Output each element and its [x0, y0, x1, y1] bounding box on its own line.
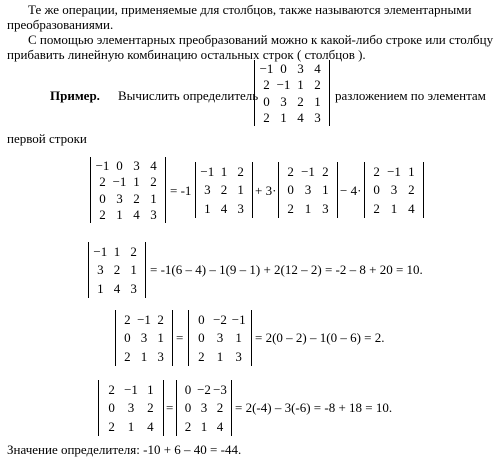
- matrix-cell: −1: [93, 243, 108, 259]
- matrix-cell: 1: [97, 281, 104, 297]
- matrix-cell: 2: [113, 262, 121, 278]
- expansion-coef-2: + 3·: [255, 183, 277, 198]
- matrix-cell: 2: [408, 182, 415, 198]
- matrix-cell: 3: [97, 262, 104, 278]
- matrix-cell: 0: [184, 381, 192, 397]
- matrix-cell: 1: [408, 163, 415, 179]
- matrix-cell: 2: [130, 243, 137, 259]
- minor-2-equals: =: [176, 330, 184, 345]
- matrix-cell: 4: [220, 201, 228, 217]
- matrix-cell: 4: [113, 281, 121, 297]
- matrix-cell: 1: [304, 201, 312, 217]
- matrix-cell: −1: [387, 163, 401, 179]
- expansion-coef-3: − 4·: [340, 183, 362, 198]
- matrix-cell: −2: [197, 381, 211, 397]
- matrix-cell: 1: [133, 174, 140, 190]
- expansion-minor-3: [364, 162, 424, 218]
- matrix-cell: 2: [124, 311, 131, 327]
- matrix-cell: 1: [150, 190, 157, 206]
- matrix-cell: 0: [184, 400, 192, 416]
- matrix-cell: 3: [314, 110, 321, 126]
- matrix-cell: 0: [198, 330, 205, 346]
- matrix-cell: 1: [297, 77, 304, 93]
- minor-2-result: = 2(0 – 2) – 1(0 – 6) = 2.: [255, 330, 385, 345]
- matrix-cell: 3: [157, 349, 164, 365]
- example-text-next: первой строки: [7, 131, 87, 146]
- matrix-cell: 4: [150, 157, 157, 173]
- matrix-cell: 0: [124, 330, 131, 346]
- matrix-cell: 2: [314, 77, 321, 93]
- minor-3-left-matrix: [98, 380, 164, 436]
- matrix-cell: −1: [301, 163, 315, 179]
- matrix-cell: 2: [237, 163, 244, 179]
- matrix-cell: 3: [237, 201, 244, 217]
- matrix-cell: 0: [287, 182, 294, 198]
- matrix-cell: 4: [408, 201, 415, 217]
- matrix-cell: 2: [133, 190, 140, 206]
- minor-2-right-matrix: [188, 310, 252, 366]
- matrix-cell: 2: [287, 201, 294, 217]
- matrix-cell: 0: [99, 190, 106, 206]
- matrix-cell: 1: [314, 93, 321, 109]
- matrix-cell: 2: [150, 174, 157, 190]
- intro-line-3: С помощью элементарных преобразований можно к какой-либо строке или столбцу: [28, 32, 494, 47]
- matrix-cell: 4: [297, 110, 304, 126]
- matrix-cell: 2: [108, 419, 115, 435]
- matrix-cell: 1: [390, 201, 398, 217]
- matrix-cell: 2: [220, 182, 228, 198]
- matrix-cell: 3: [130, 281, 137, 297]
- matrix-cell: 3: [133, 157, 140, 173]
- matrix-cell: −3: [213, 381, 227, 397]
- matrix-cell: −1: [259, 60, 274, 76]
- matrix-cell: 2: [297, 93, 304, 109]
- matrix-cell: 4: [314, 60, 321, 76]
- matrix-cell: −1: [137, 311, 151, 327]
- matrix-cell: 2: [263, 110, 270, 126]
- matrix-cell: 2: [99, 207, 106, 223]
- matrix-cell: 3: [322, 201, 329, 217]
- minor-3-right-matrix: [176, 380, 232, 436]
- matrix-cell: −1: [95, 157, 110, 173]
- matrix-cell: 1: [204, 201, 211, 217]
- matrix-cell: 3: [280, 93, 287, 109]
- matrix-cell: 1: [130, 262, 137, 278]
- matrix-cell: 2: [287, 163, 294, 179]
- matrix-cell: −1: [231, 311, 246, 327]
- minor-3-equals: =: [166, 400, 174, 415]
- example-text-before: Вычислить определитель: [118, 88, 259, 103]
- intro-line-1: Те же операции, применяемые для столбцов, также называются элементарными: [28, 2, 472, 17]
- minor-1-matrix: [88, 242, 146, 298]
- matrix-cell: 2: [184, 419, 192, 435]
- matrix-cell: 1: [200, 419, 208, 435]
- matrix-cell: 2: [147, 400, 154, 416]
- expansion-minor-1: [195, 162, 253, 218]
- example-matrix: [254, 60, 330, 126]
- matrix-cell: 2: [157, 311, 164, 327]
- matrix-cell: 2: [198, 349, 205, 365]
- matrix-cell: 1: [157, 330, 164, 346]
- matrix-cell: 2: [322, 163, 329, 179]
- matrix-cell: 3: [150, 207, 157, 223]
- matrix-cell: 3: [390, 182, 398, 198]
- matrix-cell: −1: [112, 174, 127, 190]
- intro-line-2: преобразованиями.: [7, 17, 114, 32]
- matrix-cell: 2: [124, 349, 131, 365]
- matrix-cell: 2: [373, 163, 380, 179]
- expansion-coef-1: = -1: [170, 183, 192, 198]
- conclusion: Значение определителя: -10 + 6 – 40 = -44.: [7, 442, 242, 457]
- matrix-cell: 1: [216, 349, 224, 365]
- matrix-cell: 1: [147, 381, 154, 397]
- matrix-cell: 3: [216, 330, 224, 346]
- matrix-cell: 1: [140, 349, 148, 365]
- matrix-cell: 1: [113, 243, 121, 259]
- matrix-cell: 0: [198, 311, 205, 327]
- matrix-cell: 2: [216, 400, 224, 416]
- matrix-cell: 4: [147, 419, 154, 435]
- matrix-cell: 3: [297, 60, 304, 76]
- matrix-cell: 3: [140, 330, 148, 346]
- matrix-cell: 2: [108, 381, 115, 397]
- matrix-cell: 1: [220, 163, 228, 179]
- minor-1-result: = -1(6 – 4) – 1(9 – 1) + 2(12 – 2) = -2 – 8 + 20 = 10.: [150, 262, 423, 277]
- matrix-cell: 3: [235, 349, 242, 365]
- matrix-cell: 1: [237, 182, 244, 198]
- minor-2-left-matrix: [115, 310, 173, 366]
- matrix-cell: 3: [204, 182, 211, 198]
- matrix-cell: 1: [322, 182, 329, 198]
- expansion-main-matrix: [90, 157, 166, 223]
- matrix-cell: 0: [280, 60, 287, 76]
- matrix-cell: 4: [133, 207, 140, 223]
- matrix-cell: 4: [216, 419, 224, 435]
- matrix-cell: 2: [373, 201, 380, 217]
- minor-3-result: = 2(-4) – 3(-6) = -8 + 18 = 10.: [235, 400, 393, 415]
- matrix-cell: −2: [213, 311, 227, 327]
- expansion-minor-2: [278, 162, 338, 218]
- example-text-after: разложением по элементам: [335, 88, 486, 103]
- matrix-cell: 0: [108, 400, 115, 416]
- matrix-cell: 0: [263, 93, 270, 109]
- matrix-cell: 3: [304, 182, 312, 198]
- matrix-cell: 1: [127, 419, 135, 435]
- matrix-cell: 3: [200, 400, 208, 416]
- matrix-cell: 1: [116, 207, 123, 223]
- matrix-cell: −1: [124, 381, 138, 397]
- matrix-cell: 0: [116, 157, 123, 173]
- matrix-cell: 1: [235, 330, 242, 346]
- example-label: Пример.: [50, 88, 100, 103]
- intro-line-4: прибавить линейную комбинацию остальных строк ( столбцов ).: [7, 47, 366, 62]
- matrix-cell: 3: [127, 400, 135, 416]
- matrix-cell: 2: [99, 174, 106, 190]
- matrix-cell: 2: [263, 77, 270, 93]
- matrix-cell: −1: [276, 77, 291, 93]
- matrix-cell: 0: [373, 182, 380, 198]
- matrix-cell: −1: [200, 163, 215, 179]
- matrix-cell: 3: [116, 190, 123, 206]
- matrix-cell: 1: [280, 110, 287, 126]
